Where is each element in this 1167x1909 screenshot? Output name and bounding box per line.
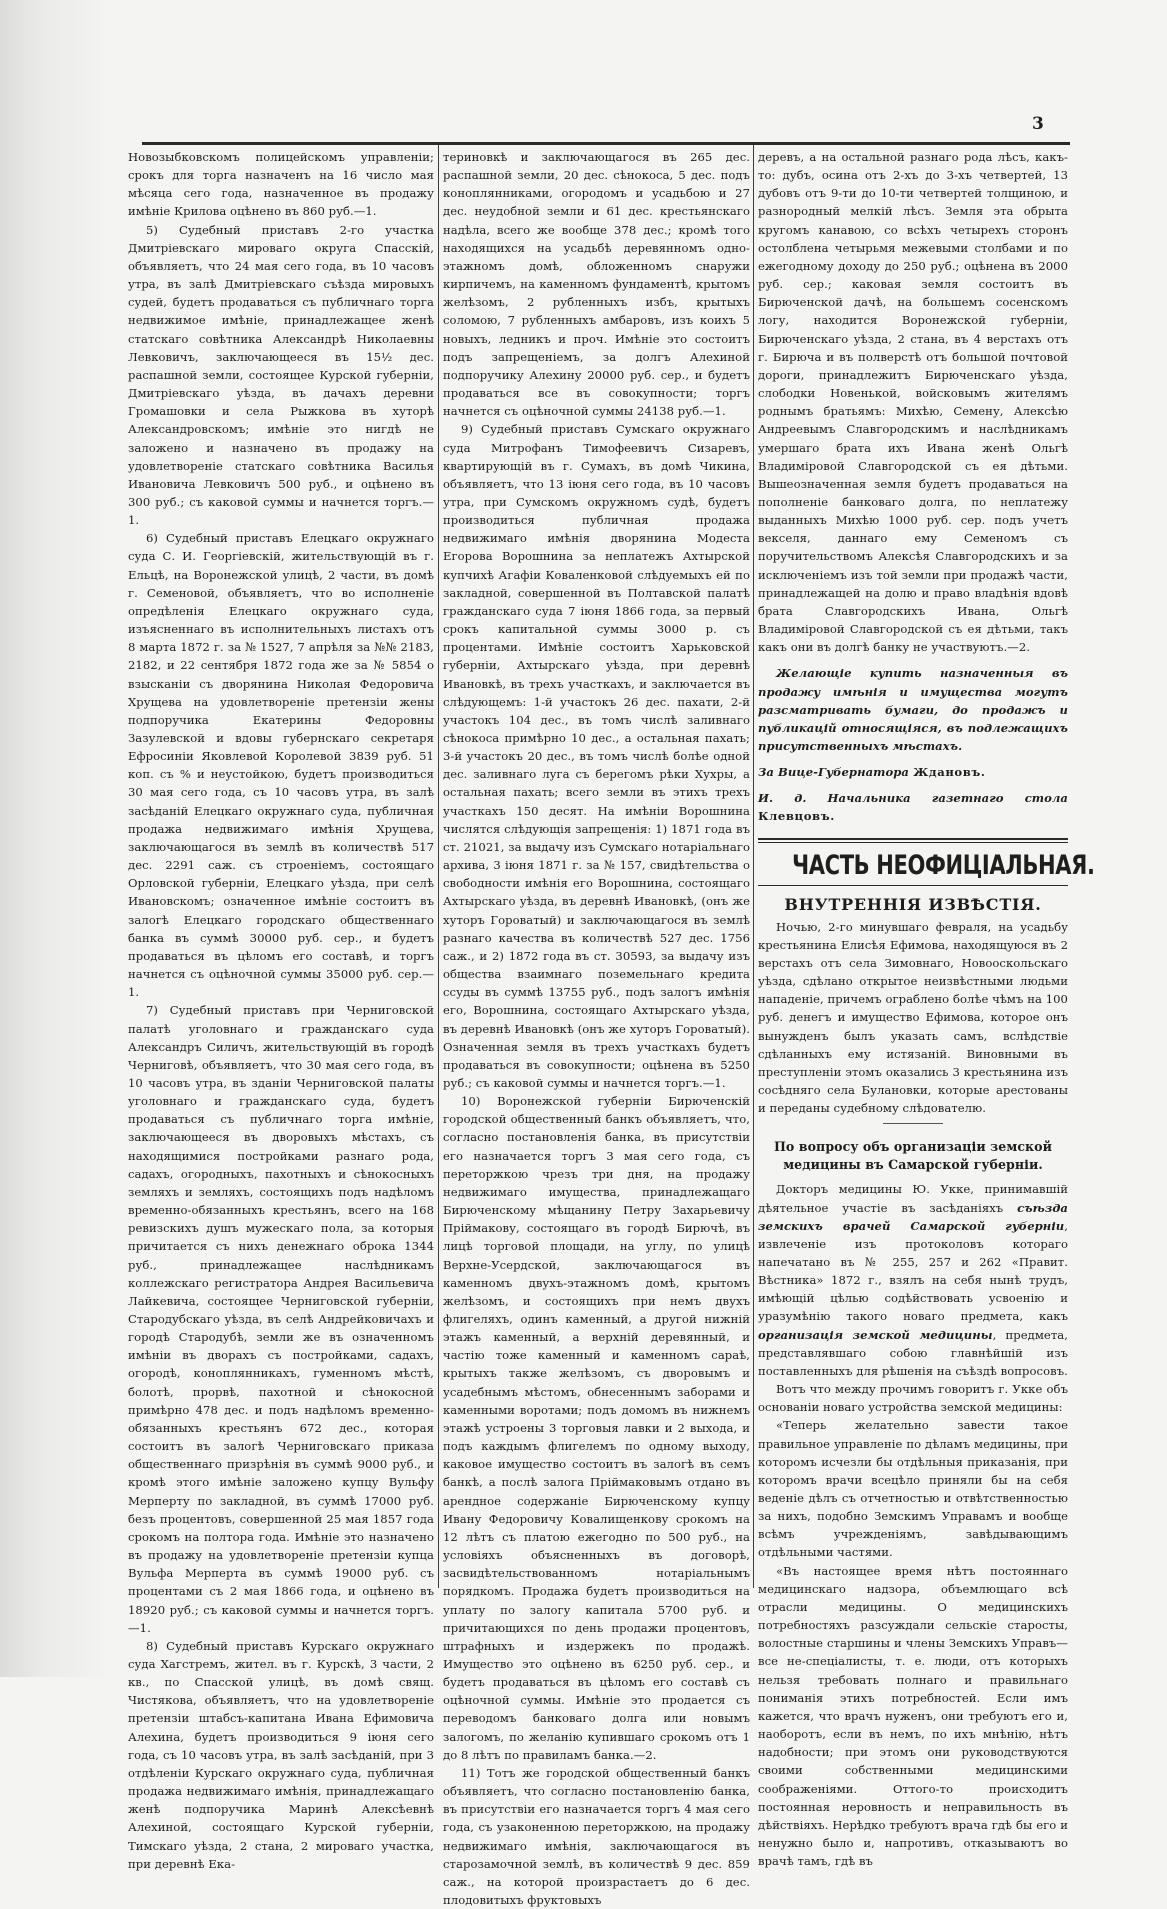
paragraph: 6) Судебный приставъ Елецкаго окружнаго суда С. И. Георгіевскій, жительствующій въ г. Ельцѣ, на Воронежской улицѣ, 2 части, въ домѣ г. Семеновой, объявляетъ, что во исполненіе опредѣленія Елецкаго окружнаго суда, изъясненнаго въ исполнительныхъ листахъ отъ 8 марта 1872 г. за № 1527, 7 апрѣля за №№ 2183, 2182, и 22 сентября 1872 года же за № 5854 о взысканіи съ дворянина Николая Федоровича Хрущева на удовлетвореніе претензіи жены подпоручика Екатерины Федоровны Зазулевской и вдовы губернскаго секретаря Ефросиніи Яковлевой Королевой 3839 руб. 51 коп. съ % и неустойкою, будетъ производиться 30 мая сего года, съ 10 часовъ утра, въ залѣ засѣданій Елецкаго окружнаго суда, публичная продажа недвижимаго имѣнія Хрущева, заключающагося въ землѣ въ количествѣ 517 дес. 2291 саж. съ строеніемъ, состоящаго Орловской губерніи, Елецкаго уѣзда, при селѣ Ивановскомъ; означенное имѣніе состоитъ въ залогѣ Елецкаго городскаго общественнаго банка въ суммѣ 30000 руб. сер., и будетъ продаваться въ цѣломъ его составѣ, и торгъ начнется съ оцѣночной суммы 35000 руб. сер.—1. bbox=[128, 531, 434, 1000]
article-paragraph: «Въ настоящее время нѣтъ постояннаго медицинскаго надзора, объемлющаго всѣ отрасли медицины. О медицинскихъ потребностяхъ разсуждали сельскіе старосты, волостные старшины и члены Земскихъ Управъ—все не-спеціалисты, т. е. люди, отъ которыхъ нельзя требовать полнаго и правильнаго пониманія этихъ потребностей. Если имъ кажется, что врачъ нуженъ, они требуютъ его и, наоборотъ, если въ немъ, по ихъ мнѣнію, нѣтъ надобности; при этомъ они руководствуются своими собственными медицинскими соображеніями. Оттого-то происходитъ постоянная неровность и неправильность въ дѣйствіяхъ. Нерѣдко требуютъ врача гдѣ бы его и ненужно было и, напротивъ, отказываютъ во врачѣ тамъ, гдѣ въ bbox=[758, 1563, 1068, 1869]
short-divider bbox=[883, 1123, 943, 1124]
signature-role: За Вице-Губернатора bbox=[758, 765, 909, 780]
paragraph: деревъ, а на остальной разнаго рода лѣсъ, какъ-то: дубъ, осина отъ 2-хъ до 3-хъ четвертей, 13 дубовъ отъ 9-ти до 10-ти четвертей толщиною, и разнородный мелкій лѣсъ. Земля эта обрыта кругомъ канавою, со всѣхъ четырехъ сторонъ остолблена четырьмя межевыми столбами и по ежегодному доходу до 250 руб.; оцѣнена въ 2000 руб. сер.; каковая земля состоитъ въ Бирюченской дачѣ, на большемъ сосенскомъ логу, находится Воронежской губерніи, Бирюченскаго уѣзда, 2 стана, въ 4 верстахъ отъ г. Бирюча и въ полверстѣ отъ большой почтовой дороги, принадлежитъ Бирюченскаго уѣзда, слободки Новенькой, войсковымъ жителямъ роднымъ братьямъ: Михѣю, Семену, Алексѣю Андреевымъ Славгородскимъ и наслѣдникамъ умершаго брата ихъ Ивана женѣ Ольгѣ Владиміровой Славгородской съ ея дѣтьми. Вышеозначенная земля будетъ продаваться на пополненіе банковаго долга, по неплатежу выданныхъ Михѣю 1000 руб. сер. подъ учетъ векселя, даннаго ему Семеномъ съ поручительствомъ Алексѣя Славгородскихъ и за исключеніемъ изъ той земли при продажѣ части, принадлежащей на долю и право владѣнія вдовѣ брата Славгородскихъ Ивана, Ольгѣ Владиміровой Славгородской съ ея дѣтьми, такъ какъ они въ долгѣ банку не участвуютъ.—2. bbox=[758, 150, 1068, 655]
signature-name: Клевцовъ. bbox=[758, 809, 835, 824]
paragraph: 10) Воронежской губерніи Бирюченскій городской общественный банкъ объявляетъ, что, согласно постановленія банка, въ присутствіи его назначается торгъ 3 мая сего года, съ переторжкою чрезъ три дня, на продажу недвижимаго имущества, принадлежащаго Бирюченскому мѣщанину Петру Захарьевичу Пріймакову, состоящаго въ городѣ Бирючѣ, въ лицѣ торговой площади, на углу, по улицѣ Верхне-Усердской, заключающагося въ каменномъ двухъ-этажномъ домѣ, крытомъ желѣзомъ, и состоящихъ при немъ двухъ флигеляхъ, одинъ каменный, а другой нижній этажъ каменный, а верхній деревянный, и частію тоже каменный и каменномъ сараѣ, крытыхъ также желѣзомъ, съ дворовымъ и усадебнымъ мѣстомъ, обнесеннымъ заборами и каменными воротами; подъ домомъ въ нижнемъ этажѣ устроены 3 торговыя лавки и 2 выхода, и подъ каждымъ флигелемъ по одному выходу, каковое имущество состоитъ въ залогѣ въ семъ банкѣ, а послѣ залога Пріймаковымъ отдано въ арендное содержаніе Бирюченскому купцу Ивану Федоровичу Ковалищенкову срокомъ на 12 лѣтъ съ платою ежегодно по 500 руб., на условіяхъ объясненныхъ въ договорѣ, засвидѣтельствованномъ нотаріальнымъ порядкомъ. Продажа будетъ производиться на уплату по залогу капитала 5700 руб. и причитающихся по день продажи процентовъ, штрафныхъ и издержекъ по продажѣ. Имущество это оцѣнено въ 6250 руб. сер., и будетъ продаваться въ цѣломъ его составѣ съ оцѣночной суммы. Имѣніе это продается съ переводомъ банковаго долга или новымъ залогомъ, по желанію купившаго срокомъ отъ 1 до 8 лѣтъ по правиламъ банка.—2. bbox=[443, 1094, 750, 1762]
signature-name: Ждановъ. bbox=[913, 765, 986, 780]
section-divider bbox=[758, 885, 1068, 886]
article-paragraph: Вотъ что между прочимъ говоритъ г. Укке объ основаніи новаго устройства земской медицины: bbox=[758, 1382, 1068, 1415]
italic-run: организація земской медицины bbox=[758, 1327, 993, 1342]
article-title: По вопросу объ организаціи земской медицины въ Самарской губерніи. bbox=[773, 1139, 1053, 1173]
paragraph: 5) Судебный приставъ 2-го участка Дмитріевскаго мироваго округа Спасскій, объявляетъ, что 24 мая сего года, въ 10 часовъ утра, въ залѣ Дмитріевскаго съѣзда мировыхъ судей, будетъ продаваться съ публичнаго торга недвижимое имѣніе, принадлежащее женѣ статскаго совѣтника Александрѣ Николаевны Левковичъ, заключающееся въ 15½ дес. распашной земли, состоящее Курской губерніи, Дмитріевскаго уѣзда, въ дачахъ деревни Громашовки и села Рыжкова въ хуторѣ Александровскомъ; имѣніе это нигдѣ не заложено и назначено въ продажу на удовлетвореніе статскаго совѣтника Василья Ивановича Левковичъ 500 руб., и оцѣнено въ 300 руб.; съ каковой суммы и начнется торгъ.—1. bbox=[128, 222, 434, 528]
section-title: ЧАСТЬ НЕОФИЦІАЛЬНАЯ. bbox=[792, 849, 1095, 881]
column-3 bbox=[758, 148, 1095, 1870]
paragraph: 7) Судебный приставъ при Черниговской палатѣ уголовнаго и гражданскаго суда Александръ Силичъ, жительствующій въ городѣ Черниговѣ, объявляетъ, что 30 мая сего года, въ 10 часовъ утра, въ зданіи Черниговской палаты уголовнаго и гражданскаго суда, будетъ продаваться съ публичнаго торга имѣніе, заключающееся въ дворовыхъ мѣстахъ, съ находящимися постройками разнаго рода, садахъ, огородныхъ, пахотныхъ и сѣнокосныхъ земляхъ и земляхъ, состоящихъ подъ надѣломъ временно-обязанныхъ крестьянъ, всего на 168 ревизскихъ душъ мужескаго пола, за которыя причитается съ нихъ денежнаго оброка 1344 руб., принадлежащее наслѣдникамъ коллежскаго регистратора Андрея Васильевича Лайкевича, состоящее Черниговской губерніи, Стародубскаго уѣзда, въ селѣ Андрейковичахъ и городѣ Стародубѣ, земли же въ означенномъ имѣніи въ дворахъ съ постройками, садахъ, огородѣ, коноплянникахъ, гуменномъ мѣстѣ, болотѣ, прорвѣ, пахотной и сѣнокосной примѣрно 478 дес. и подъ надѣломъ временно-обязанныхъ крестьянъ 672 дес., которая состоитъ въ залогѣ Черниговскаго приказа общественнаго призрѣнія въ суммѣ 9000 руб., и кромѣ этого имѣніе заложено купцу Вульфу Мерперту по закладной, въ суммѣ 17000 руб. безъ процентовъ, совершенной 25 мая 1857 года срокомъ на полтора года. Имѣніе это назначено въ продажу на удовлетвореніе претензіи купца Вульфа Мерперта въ суммѣ 19000 руб. съ процентами съ 2 мая 1866 года, и оцѣнено въ 18920 руб.; съ каковой суммы и начнется торгъ.—1. bbox=[128, 1003, 434, 1635]
section-divider bbox=[758, 838, 1068, 843]
paragraph: 8) Судебный приставъ Курскаго окружнаго суда Хагстремъ, жител. въ г. Курскѣ, 3 части, 2 кв., по Спасской улицѣ, въ домѣ свящ. Чистякова, объявляетъ, что на удовлетвореніе претензіи штабсъ-капитана Ивана Ефимовича Алехина, будетъ производиться 9 іюня сего года, съ 10 часовъ утра, въ залѣ засѣданій, при 3 отдѣленіи Курскаго окружнаго суда, публичная продажа недвижимаго имѣнія, принадлежащаго женѣ подпоручика Маринѣ Алексѣевнѣ Алехиной, состоящаго Курской губерніи, Тимскаго уѣзда, 2 стана, 2 мироваго участка, при деревнѣ Ека- bbox=[128, 1638, 434, 1871]
italic-run: съѣзда земскихъ врачей Самарской губерніи bbox=[758, 1200, 1068, 1233]
signature-desk-head bbox=[758, 789, 1068, 825]
text-run: , извлеченіе изъ протоколовъ котораго напечатано въ № 255, 257 и 262 «Правит. Вѣстника» 1872 г., взялъ на себя нынѣ трудъ, имѣющій цѣлью содѣйствовать усвоенію и уразумѣнію такого новаго предмета, какъ bbox=[758, 1218, 1068, 1324]
article-paragraph: «Теперь желательно завести такое правильное управленіе по дѣламъ медицины, при которомъ исчезли бы отдѣльныя приказанія, при которомъ врачи всецѣло приняли бы на себя веденіе дѣлъ съ отчетностью и отвѣтственностью за нихъ, подобно Земскимъ Управамъ и вообще всѣмъ учрежденіямъ, завѣдывающимъ отдѣльными частями. bbox=[758, 1418, 1068, 1560]
news-paragraph: Ночью, 2-го минувшаго февраля, на усадьбу крестьянина Елисѣя Ефимова, находящуюся въ 2 верстахъ отъ села Зимовнаго, Новооскольскаго уѣзда, сдѣлано открытое неизвѣстными людьми нападеніе, причемъ ограблено болѣе чѣмъ на 100 руб. денегъ и имущество Ефимова, которое онъ вынужденъ былъ указать самъ, вслѣдствіе сдѣланныхъ ему истязаній. Виновными въ преступленіи этомъ оказались 3 крестьянина изъ сосѣдняго села Булановки, которые арестованы и переданы судебному слѣдователю. bbox=[758, 919, 1068, 1116]
paragraph: 11) Тотъ же городской общественный банкъ объявляетъ, что согласно постановленію банка, въ присутствіи его назначается торгъ 4 мая сего года, съ узаконенною переторжкою, на продажу недвижимаго имѣнія, заключающагося въ старозамочной землѣ, въ количествѣ 9 дес. 859 саж., на которой произрастаетъ до 6 дес. плодовитыхъ фруктовыхъ bbox=[443, 1765, 750, 1907]
column-divider bbox=[753, 145, 754, 1588]
signature-vice-governor bbox=[758, 763, 1068, 781]
sale-notice: Желающіе купить назначенныя въ продажу имѣнія и имущества могутъ разсматривать бумаги, до продажъ и публикацій относящіяся, въ подлежащихъ присутственныхъ мѣстахъ. bbox=[758, 666, 1068, 753]
header-rule bbox=[142, 142, 1070, 145]
text-run: Докторъ медицины Ю. Укке, принимавшій дѣятельное участіе въ засѣданіяхъ bbox=[758, 1182, 1068, 1215]
paragraph: Новозыбковскомъ полицейскомъ управленіи; срокъ для торга назначенъ на 16 число мая мѣсяца сего года, назначенное въ продажу имѣніе Крилова оцѣнено въ 860 руб.—1. bbox=[128, 150, 434, 219]
paragraph: териновкѣ и заключающагося въ 265 дес. распашной земли, 20 дес. сѣнокоса, 5 дес. подъ коноплянниками, огородомъ и усадьбою и 27 дес. неудобной земли и 61 дес. крестьянскаго надѣла, всего же вообще 378 дес.; кромѣ того находящихся на усадьбѣ деревянномъ одно-этажномъ домѣ, обложенномъ снаружи кирпичемъ, на каменномъ фундаментѣ, крытомъ желѣзомъ, 2 рубленныхъ избъ, крытыхъ соломою, 7 рубленныхъ амбаровъ, изъ коихъ 5 новыхъ, ледникъ и проч. Имѣніе это состоитъ подъ запрещеніемъ, за долгъ Алехиной подпоручику Алехину 20000 руб. сер., и будетъ продаваться все въ совокупности; торгъ начнется съ оцѣночной суммы 24138 руб.—1. bbox=[443, 150, 750, 419]
column-divider bbox=[438, 145, 439, 1588]
subsection-title: ВНУТРЕННІЯ ИЗВѢСТІЯ. bbox=[784, 894, 1042, 914]
article-paragraph bbox=[758, 1180, 1068, 1380]
scan-edge-shading bbox=[0, 0, 110, 1677]
text-run: , предмета, представлявшаго собою главнѣйшій изъ поставленныхъ для рѣшенія на съѣздѣ вопросовъ. bbox=[758, 1327, 1069, 1378]
column-2 bbox=[443, 148, 750, 1909]
signature-role: И. д. Начальника газетнаго стола bbox=[758, 791, 1068, 806]
column-1 bbox=[128, 148, 434, 1873]
paragraph: 9) Судебный приставъ Сумскаго окружнаго суда Митрофанъ Тимофеевичъ Сизаревъ, квартирующій въ г. Сумахъ, въ домѣ Чикина, объявляетъ, что 13 іюня сего года, въ 10 часовъ утра, при Сумскомъ окружномъ судѣ, будетъ производиться публичная продажа недвижимаго имѣнія дворянина Модеста Егорова Ворошнина за неплатежъ Ахтырской купчихѣ Агафіи Коваленковой слѣдуемыхъ ей по закладной, совершенной въ Полтавской палатѣ гражданскаго суда 7 іюня 1866 года, за первый срокъ капитальной суммы 3000 р. съ процентами. Имѣніе состоитъ Харьковской губерніи, Ахтырскаго уѣзда, при деревнѣ Ивановкѣ, въ трехъ участкахъ, и заключается въ слѣдующемъ: 1-й участокъ 26 дес. пахати, 2-й участокъ 104 дес., въ томъ числѣ заливнаго сѣнокоса примѣрно 10 дес., а остальная пахать; 3-й участокъ 20 дес., въ томъ числѣ болѣе одной дес. заливнаго луга съ берегомъ рѣки Хухры, а остальная пахать; всего земли въ этихъ трехъ участкахъ 150 десят. На имѣніи Ворошнина числятся слѣдующія запрещенія: 1) 1871 года въ ст. 21021, за выдачу изъ Сумскаго нотаріальнаго архива, 3 іюня 1871 г. за № 157, свидѣтельства о свободности имѣнія его Ворошнина, состоящаго Ахтырскаго уѣзда, въ деревнѣ Ивановкѣ, (онъ же хуторъ Горoватый) и заключающагося въ землѣ разнаго качества въ количествѣ 527 дес. 1756 саж., и 2) 1872 года въ ст. 30593, за выдачу изъ общества взаимнаго поземельнаго кредита ссуды въ суммѣ 13755 руб., подъ залогъ имѣнія его, Ворошнина, состоящаго Ахтырскаго уѣзда, въ деревнѣ Ивановкѣ (онъ же хуторъ Горoватый). Означенная земля въ трехъ участкахъ будетъ продаваться въ совокупности; оцѣнена въ 5250 руб.; съ каковой суммы и начнется торгъ.—1. bbox=[443, 422, 750, 1090]
page-number: 3 bbox=[1032, 114, 1044, 134]
